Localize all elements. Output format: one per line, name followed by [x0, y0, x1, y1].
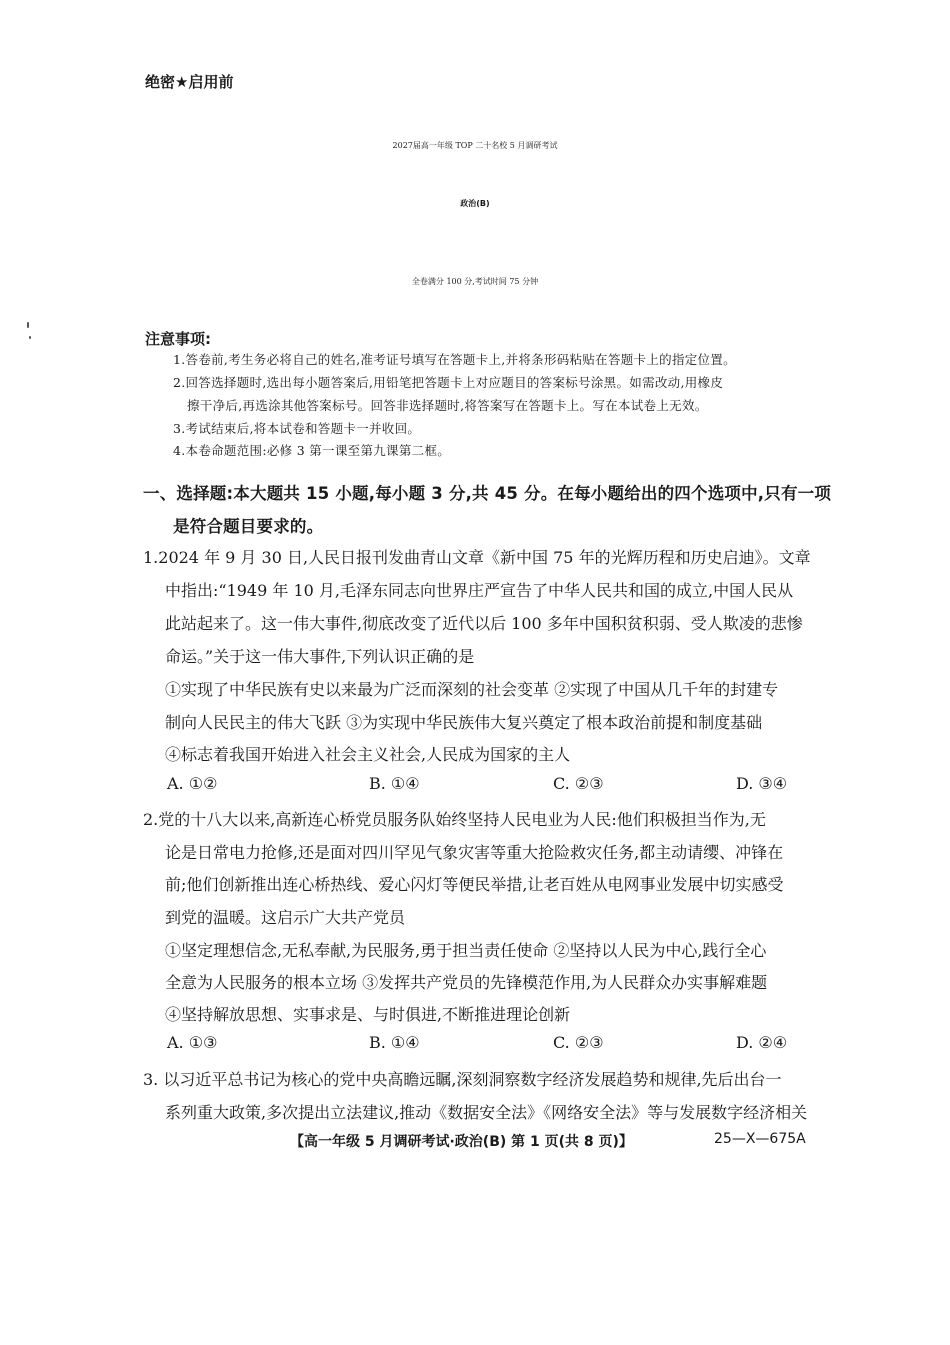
question-2-statement: 全意为人民服务的根本立场 ③发挥共产党员的先锋模范作用,为人民群众办实事解难题 [165, 973, 768, 992]
page-footer: 【高一年级 5 月调研考试·政治(B) 第 1 页(共 8 页)】 [290, 1134, 633, 1150]
question-1-option-a: A. ①② [167, 774, 218, 793]
question-2-option-b: B. ①④ [369, 1033, 420, 1052]
question-2-statement: ④坚持解放思想、实事求是、与时俱进,不断推进理论创新 [165, 1005, 571, 1024]
notice-item: 4.本卷命题范围:必修 3 第一课至第九课第二框。 [173, 443, 451, 458]
exam-title: 2027届高一年级 TOP 二十名校 5 月调研考试 [392, 141, 558, 150]
question-1-statement: ①实现了中华民族有史以来最为广泛而深刻的社会变革 ②实现了中国从几千年的封建专 [165, 680, 779, 699]
section-heading-continuation: 是符合题目要求的。 [173, 517, 324, 536]
notice-item-continuation: 擦干净后,再选涂其他答案标号。回答非选择题时,将答案写在答题卡上。写在本试卷上无效。 [187, 398, 708, 413]
exam-code: 25—X—675A [714, 1131, 806, 1147]
question-2-stem: 2.党的十八大以来,高新连心桥党员服务队始终坚持人民电业为人民:他们积极担当作为,无 [143, 810, 766, 829]
confidential-mark: 绝密★启用前 [145, 73, 234, 91]
scan-speck [29, 336, 31, 339]
question-1-statement: ④标志着我国开始进入社会主义社会,人民成为国家的主人 [165, 745, 571, 764]
notice-item: 3.考试结束后,将本试卷和答题卡一并收回。 [173, 421, 421, 436]
question-1-stem: 中指出:“1949 年 10 月,毛泽东同志向世界庄严宣告了中华人民共和国的成立,中国人民从 [165, 581, 794, 600]
notice-item: 1.答卷前,考生务必将自己的姓名,准考证号填写在答题卡上,并将条形码粘贴在答题卡上的指定位置。 [173, 352, 736, 367]
question-2-option-a: A. ①③ [167, 1033, 218, 1052]
question-2-option-c: C. ②③ [553, 1033, 604, 1052]
question-3-stem: 系列重大政策,多次提出立法建议,推动《数据安全法》《网络安全法》等与发展数字经济相关 [165, 1103, 808, 1122]
section-heading: 一、选择题:本大题共 15 小题,每小题 3 分,共 45 分。在每小题给出的四个选项中,只有一项 [143, 484, 832, 503]
question-1-stem: 1.2024 年 9 月 30 日,人民日报刊发曲青山文章《新中国 75 年的光辉历程和历史启迪》。文章 [143, 548, 811, 567]
scan-speck [27, 322, 29, 328]
question-2-statement: ①坚定理想信念,无私奉献,为民服务,勇于担当责任使命 ②坚持以人民为中心,践行全心 [165, 941, 767, 960]
question-1-statement: 制向人民民主的伟大飞跃 ③为实现中华民族伟大复兴奠定了根本政治前提和制度基础 [165, 713, 763, 732]
notice-item: 2.回答选择题时,选出每小题答案后,用铅笔把答题卡上对应题目的答案标号涂黑。如需改动,用橡皮 [173, 375, 724, 390]
question-1-stem: 此站起来了。这一伟大事件,彻底改变了近代以后 100 多年中国积贫积弱、受人欺凌的悲惨 [165, 614, 803, 633]
question-1-option-d: D. ③④ [736, 774, 788, 793]
question-2-stem: 前;他们创新推出连心桥热线、爱心闪灯等便民举措,让老百姓从电网事业发展中切实感受 [165, 875, 784, 894]
subject-title: 政治(B) [460, 199, 490, 208]
question-2-option-d: D. ②④ [736, 1033, 788, 1052]
question-3-stem: 3. 以习近平总书记为核心的党中央高瞻远瞩,深刻洞察数字经济发展趋势和规律,先后出台一 [143, 1070, 782, 1089]
question-1-option-b: B. ①④ [369, 774, 420, 793]
question-2-stem: 论是日常电力抢修,还是面对四川罕见气象灾害等重大抢险救灾任务,都主动请缨、冲锋在 [165, 843, 784, 862]
question-1-option-c: C. ②③ [553, 774, 604, 793]
score-info: 全卷满分 100 分,考试时间 75 分钟 [411, 277, 539, 286]
question-1-stem: 命运。”关于这一伟大事件,下列认识正确的是 [165, 647, 475, 666]
question-2-stem: 到党的温暖。这启示广大共产党员 [165, 908, 406, 927]
notice-heading: 注意事项: [145, 330, 211, 348]
